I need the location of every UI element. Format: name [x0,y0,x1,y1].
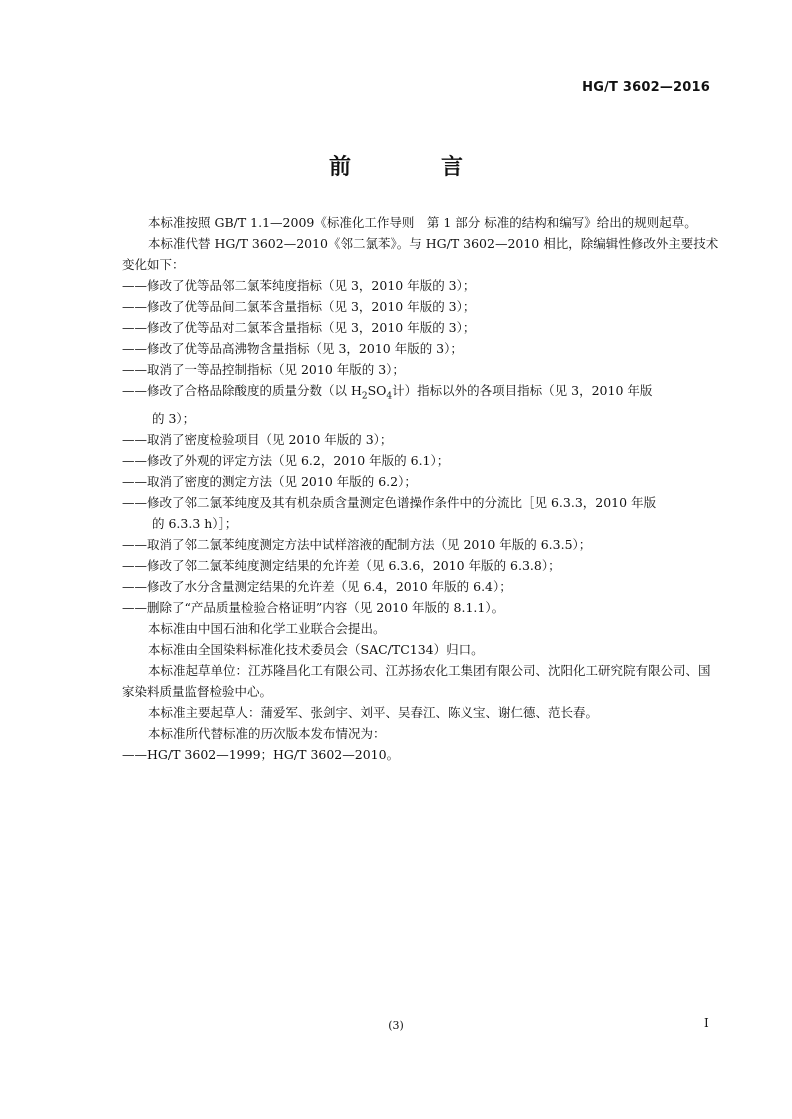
change-split-line: ——修改了邻二氯苯纯度及其有机杂质含量测定色谱操作条件中的分流比［见 6.3.3，2010 年版 [122,494,657,510]
document-body [122,212,722,765]
change-item: ——删除了“产品质量检验合格证明”内容（见 2010 年版的 8.1.1）。 [122,599,505,615]
change-item: ——修改了水分含量测定结果的允许差（见 6.4，2010 年版的 6.4）； [122,578,512,594]
change-split-continuation: 的 6.3.3 h）］； [152,515,238,531]
paragraph-replaces: 本标准代替 HG/T 3602—2010《邻二氯苯》。与 HG/T 3602—2010 相比，除编辑性修改外主要技术变化如下： [122,236,719,272]
change-acid-after: 计）指标以外的各项目指标（见 3，2010 年版 [392,383,653,398]
change-item: ——取消了密度的测定方法（见 2010 年版的 6.2）； [122,473,417,489]
formula-subscript: 4 [386,391,393,402]
change-item: ——修改了邻二氯苯纯度测定结果的允许差（见 6.3.6，2010 年版的 6.3.8）； [122,557,561,573]
standard-number: HG/T 3602—2016 [582,80,710,95]
change-item: ——取消了一等品控制指标（见 2010 年版的 3）； [122,362,405,377]
paragraph-committee: 本标准由全国染料标准化技术委员会（SAC/TC134）归口。 [148,641,484,657]
page-number: (3) [388,1019,404,1032]
paragraph-drafting-rules: 本标准按照 GB/T 1.1—2009《标准化工作导则 第 1 部分 标准的结构和编写》给出的规则起草。 [148,215,697,230]
formula-subscript: 2 [361,391,368,402]
history-item: ——HG/T 3602—1999；HG/T 3602—2010。 [122,746,400,762]
change-acid-before: ——修改了合格品除酸度的质量分数（以 H [122,383,362,398]
change-item-split-ratio [122,492,722,534]
change-item: ——修改了优等品高沸物含量指标（见 3，2010 年版的 3）； [122,341,463,356]
paragraph-drafting-units: 本标准起草单位：江苏隆昌化工有限公司、江苏扬农化工集团有限公司、沈阳化工研究院有限公司、国家染料质量监督检验中心。 [122,662,711,699]
change-acid-continuation: 的 3）； [152,410,196,426]
change-item: ——修改了外观的评定方法（见 6.2，2010 年版的 6.1）； [122,452,450,468]
change-item: ——修改了优等品邻二氯苯纯度指标（见 3，2010 年版的 3）； [122,278,476,293]
change-item: ——修改了优等品对二氯苯含量指标（见 3，2010 年版的 3）； [122,320,476,335]
change-item: ——取消了邻二氯苯纯度测定方法中试样溶液的配制方法（见 2010 年版的 6.3.5）； [122,536,592,552]
roman-page-mark: Ⅰ [704,1016,709,1030]
paragraph-drafters: 本标准主要起草人：蒲爱军、张剑宇、刘平、吴春江、陈义宝、谢仁德、范长春。 [148,704,599,720]
change-item: ——取消了密度检验项目（见 2010 年版的 3）； [122,431,393,447]
paragraph-history-intro: 本标准所代替标准的历次版本发布情况为： [148,725,386,741]
change-item: ——修改了优等品间二氯苯含量指标（见 3，2010 年版的 3）； [122,299,476,314]
formula-text: SO [367,383,387,398]
change-item-acidity [122,380,722,429]
page-title: 前 言 [328,155,497,180]
paragraph-proposer: 本标准由中国石油和化学工业联合会提出。 [148,620,386,636]
